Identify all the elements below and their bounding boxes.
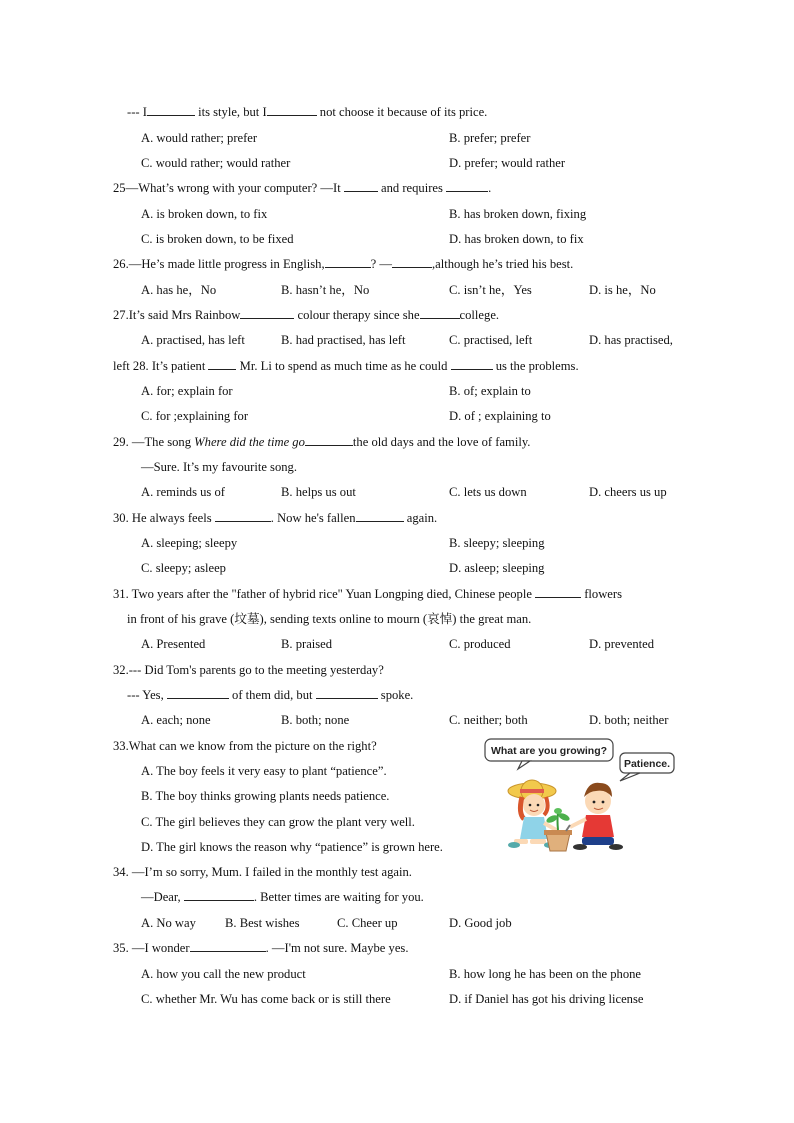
boy-figure	[566, 783, 623, 850]
answer-blank[interactable]	[215, 510, 271, 522]
q34-stem: 34. —I’m so sorry, Mum. I failed in the monthly test again.	[113, 865, 412, 879]
bubble-text: What are you growing?	[490, 745, 608, 757]
q32-stem: 32.--- Did Tom's parents go to the meeting yesterday?	[113, 663, 384, 677]
q24-option-c[interactable]: C. would rather; would rather	[141, 156, 291, 170]
q30-stem	[113, 510, 437, 526]
q34-option-c[interactable]: C. Cheer up	[337, 916, 398, 930]
text: the old days and the love of family.	[352, 435, 531, 449]
text: . Now he's fallen	[270, 511, 356, 525]
text: of them did, but	[228, 688, 316, 702]
q25-option-d[interactable]: D. has broken down, to fix	[449, 232, 584, 246]
q31-option-b[interactable]: B. praised	[281, 637, 333, 651]
q33-option-b[interactable]: B. The boy thinks growing plants needs patience.	[141, 789, 390, 803]
q32-reply	[127, 687, 413, 703]
q33-option-a[interactable]: A. The boy feels it very easy to plant “patience”.	[141, 764, 387, 778]
text: 26.—He’s made little progress in English,	[113, 257, 325, 271]
q33-option-d[interactable]: D. The girl knows the reason why “patience” is grown here.	[141, 840, 443, 854]
q27-option-a[interactable]: A. practised, has left	[141, 333, 245, 347]
q24-stem	[127, 104, 487, 120]
q30-option-a[interactable]: A. sleeping; sleepy	[141, 536, 238, 550]
answer-blank[interactable]	[356, 510, 404, 522]
answer-blank[interactable]	[535, 586, 581, 598]
cartoon-illustration	[470, 735, 680, 855]
text: its style, but I	[194, 105, 267, 119]
answer-blank[interactable]	[208, 358, 236, 370]
text: us the problems.	[492, 359, 579, 373]
q33-option-c[interactable]: C. The girl believes they can grow the plant very well.	[141, 815, 415, 829]
text: spoke.	[377, 688, 414, 702]
q31-option-c[interactable]: C. produced	[449, 637, 511, 651]
q35-option-a[interactable]: A. how you call the new product	[141, 967, 306, 981]
q26-option-d[interactable]: D. is he，No	[589, 283, 656, 297]
answer-blank[interactable]	[344, 180, 378, 192]
text: 31. Two years after the "father of hybrid rice" Yuan Longping died, Chinese people	[113, 587, 532, 601]
q28-option-b[interactable]: B. of; explain to	[449, 384, 531, 398]
text: ? —	[370, 257, 392, 271]
q29-stem	[113, 434, 530, 450]
q31-stem	[113, 586, 622, 602]
q32-option-d[interactable]: D. both; neither	[589, 713, 669, 727]
q27-stem	[113, 307, 499, 323]
text: 35. —I wonder	[113, 941, 190, 955]
q28-option-a[interactable]: A. for; explain for	[141, 384, 233, 398]
text: 25—What’s wrong with your computer? —It	[113, 181, 341, 195]
text: left 28. It’s patient	[113, 359, 209, 373]
bubble-text: Patience.	[623, 758, 671, 770]
answer-blank[interactable]	[184, 889, 254, 901]
answer-blank[interactable]	[267, 104, 317, 116]
text: . —I'm not sure. Maybe yes.	[265, 941, 409, 955]
q25-option-a[interactable]: A. is broken down, to fix	[141, 207, 268, 221]
answer-blank[interactable]	[451, 358, 493, 370]
text: ,although he’s tried his best.	[431, 257, 574, 271]
q34-option-a[interactable]: A. No way	[141, 916, 196, 930]
q31-stem-cont: in front of his grave (坟墓), sending texts online to mourn (哀悼) the great man.	[127, 612, 532, 626]
answer-blank[interactable]	[446, 180, 488, 192]
q28-stem	[113, 358, 579, 374]
answer-blank[interactable]	[240, 307, 294, 319]
text: flowers	[581, 587, 622, 601]
text: colour therapy since she	[294, 308, 420, 322]
answer-blank[interactable]	[316, 687, 378, 699]
q25-option-b[interactable]: B. has broken down, fixing	[449, 207, 587, 221]
answer-blank[interactable]	[167, 687, 229, 699]
answer-blank[interactable]	[392, 256, 432, 268]
q34-reply	[141, 889, 424, 905]
answer-blank[interactable]	[420, 307, 460, 319]
q33-stem: 33.What can we know from the picture on the right?	[113, 739, 377, 753]
q27-option-b[interactable]: B. had practised, has left	[281, 333, 406, 347]
q35-stem	[113, 940, 408, 956]
q27-option-c[interactable]: C. practised, left	[449, 333, 533, 347]
q31-option-a[interactable]: A. Presented	[141, 637, 206, 651]
q25-option-c[interactable]: C. is broken down, to be fixed	[141, 232, 294, 246]
q35-option-d[interactable]: D. if Daniel has got his driving license	[449, 992, 644, 1006]
q30-option-d[interactable]: D. asleep; sleeping	[449, 561, 545, 575]
text: college.	[459, 308, 500, 322]
q30-option-c[interactable]: C. sleepy; asleep	[141, 561, 226, 575]
q26-option-c[interactable]: C. isn’t he，Yes	[449, 283, 532, 297]
text: 27.It’s said Mrs Rainbow	[113, 308, 241, 322]
q34-option-d[interactable]: D. Good job	[449, 916, 512, 930]
text: —Dear,	[141, 890, 184, 904]
q32-option-b[interactable]: B. both; none	[281, 713, 350, 727]
q26-option-a[interactable]: A. has he，No	[141, 283, 217, 297]
text: . Better times are waiting for you.	[253, 890, 424, 904]
text: 29. —The song	[113, 435, 195, 449]
q29-option-b[interactable]: B. helps us out	[281, 485, 356, 499]
q26-option-b[interactable]: B. hasn’t he，No	[281, 283, 370, 297]
text: and requires	[377, 181, 443, 195]
q24-option-a[interactable]: A. would rather; prefer	[141, 131, 258, 145]
text: --- Yes,	[127, 688, 167, 702]
q29-option-d[interactable]: D. cheers us up	[589, 485, 667, 499]
answer-blank[interactable]	[325, 256, 371, 268]
q35-option-c[interactable]: C. whether Mr. Wu has come back or is still there	[141, 992, 391, 1006]
text: Mr. Li to spend as much time as he could	[236, 359, 451, 373]
text: .	[488, 181, 492, 195]
q28-option-c[interactable]: C. for ;explaining for	[141, 409, 249, 423]
q27-option-d[interactable]: D. has practised,	[589, 333, 673, 347]
bubble-tail	[518, 761, 530, 769]
q28-option-d[interactable]: D. of ; explaining to	[449, 409, 551, 423]
q29-option-a[interactable]: A. reminds us of	[141, 485, 225, 499]
q32-option-a[interactable]: A. each; none	[141, 713, 211, 727]
q24-option-d[interactable]: D. prefer; would rather	[449, 156, 566, 170]
answer-blank[interactable]	[190, 940, 266, 952]
song-title: Where did the time go	[194, 435, 305, 449]
q30-option-b[interactable]: B. sleepy; sleeping	[449, 536, 545, 550]
q26-stem	[113, 256, 573, 272]
text: again.	[403, 511, 438, 525]
q24-option-b[interactable]: B. prefer; prefer	[449, 131, 531, 145]
q34-option-b[interactable]: B. Best wishes	[225, 916, 300, 930]
q29-option-c[interactable]: C. lets us down	[449, 485, 527, 499]
answer-blank[interactable]	[305, 434, 353, 446]
text: not choose it because of its price.	[316, 105, 488, 119]
q29-reply: —Sure. It’s my favourite song.	[141, 460, 298, 474]
q32-option-c[interactable]: C. neither; both	[449, 713, 528, 727]
text: 30. He always feels	[113, 511, 215, 525]
q25-stem	[113, 180, 491, 196]
q31-option-d[interactable]: D. prevented	[589, 637, 655, 651]
answer-blank[interactable]	[147, 104, 195, 116]
text: --- I	[127, 105, 147, 119]
q35-option-b[interactable]: B. how long he has been on the phone	[449, 967, 642, 981]
bubble-tail	[620, 773, 640, 781]
